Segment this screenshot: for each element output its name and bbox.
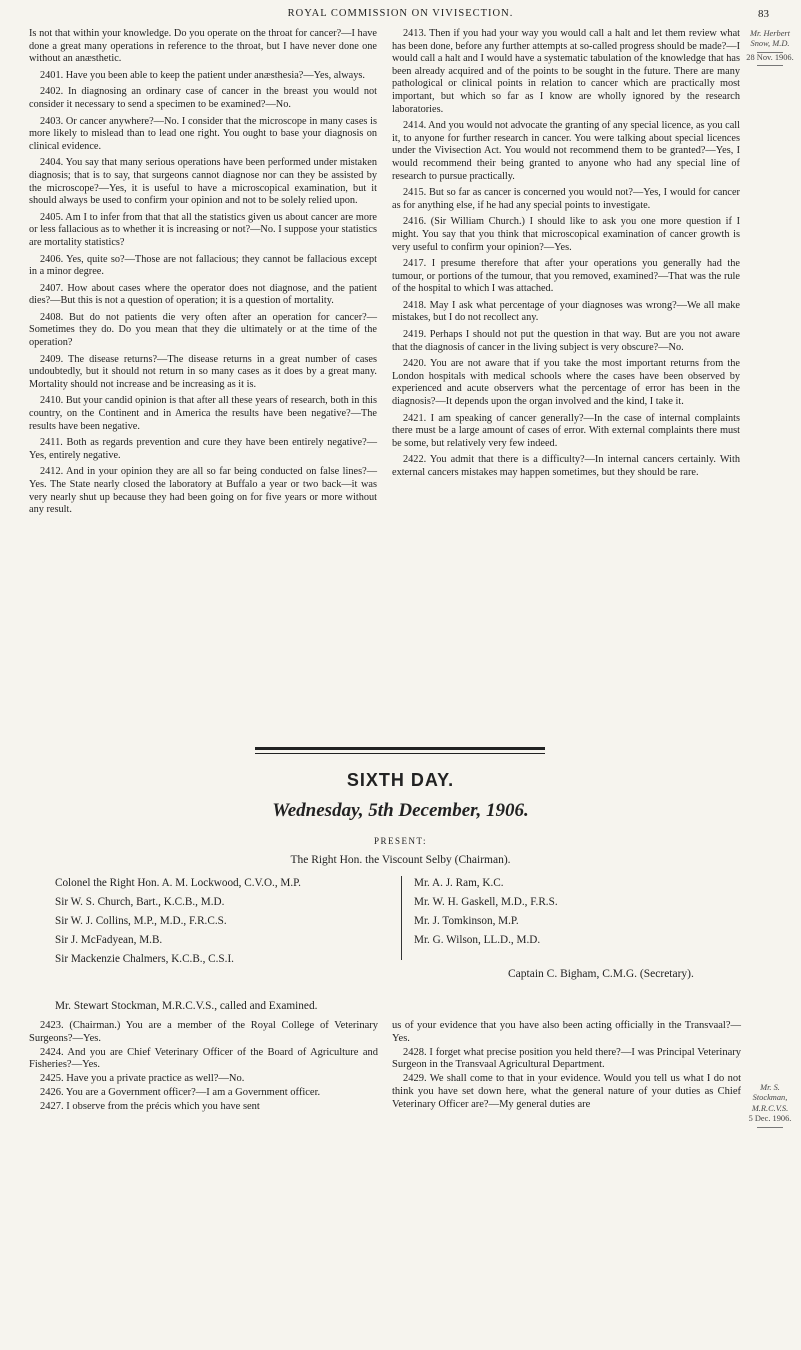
present-label: PRESENT: (373, 836, 428, 846)
chairman-line: The Right Hon. the Viscount Selby (Chairman). (290, 854, 511, 866)
paragraph: us of your evidence that you have also been acting officially in the Transvaal?—Yes. (392, 1020, 741, 1044)
margin-note-name: Mr. Herbert Snow, M.D. (749, 29, 790, 49)
paragraph: 2429. We shall come to that in your evidence. Would you tell us what I do not think you have set down here, what the general nature of your duties as Chief Veterinary Officer are?—My general duties are (392, 1073, 741, 1110)
paragraph: 2421. I am speaking of cancer generally?—In the case of internal complaints there must be a large amount of cases of error. With external complaints there must be some, but relatively very few indeed. (392, 412, 740, 449)
member: Sir Mackenzie Chalmers, K.C.B., C.S.I. (55, 953, 234, 965)
paragraph: 2427. I observe from the précis which you have sent (40, 1100, 260, 1112)
members-right (414, 874, 744, 950)
member: Mr. G. Wilson, LL.D., M.D. (414, 934, 541, 946)
left-column (29, 28, 377, 521)
members-divider (401, 876, 402, 960)
secretary-line: Captain C. Bigham, C.M.G. (Secretary). (508, 968, 694, 980)
page-number: 83 (758, 8, 769, 20)
paragraph: 2424. And you are Chief Veterinary Officer of the Board of Agriculture and Fisheries?—Yes. (29, 1046, 378, 1071)
examined-line: Mr. Stewart Stockman, M.R.C.V.S., called and Examined. (55, 1000, 318, 1012)
paragraph: 2411. Both as regards prevention and cure they have been entirely negative?—Yes, entirely negative. (29, 437, 377, 461)
margin-note-witness (742, 1083, 798, 1128)
margin-note-name: Mr. S. Stockman, M.R.C.V.S. (751, 1083, 789, 1113)
member: Sir W. S. Church, Bart., K.C.B., M.D. (55, 896, 225, 908)
paragraph: 2422. You admit that there is a difficulty?—In internal cancers certainly. With external cancers mistakes may happen sometimes, but they should be rare. (392, 454, 740, 478)
section-rule (255, 753, 545, 754)
paragraph: 2425. Have you a private practice as well?—No. (40, 1073, 245, 1085)
paragraph: 2426. You are a Government officer?—I am a Government officer. (40, 1086, 321, 1098)
member: Mr. A. J. Ram, K.C. (414, 877, 504, 889)
paragraph: 2414. And you would not advocate the granting of any special licence, as you call it, to anyone for further research in cancer. You were talking about special licences under the Vivisection Act. You would not recommend them to be granted?—Yes, I would recommend their being granted to anyone who had any special line of research to pursue practically. (392, 120, 740, 182)
section-rule (255, 747, 545, 750)
paragraph: 2420. You are not aware that if you take the most important returns from the London hospitals with medical schools where the cases have been observed by experienced and acute observers what the percentage of error has been in the diagnosis?—It depends upon the organ involved and the kind, I take it. (392, 358, 740, 408)
divider (757, 1127, 783, 1128)
date-line: Wednesday, 5th December, 1906. (272, 800, 529, 821)
paragraph: 2428. I forget what precise position you held there?—I was Principal Veterinary Surgeon in the Transvaal Agricultural Department. (392, 1046, 741, 1071)
paragraph: 2402. In diagnosing an ordinary case of cancer in the breast you would not consider it necessary to send a specimen to be examined?—No. (29, 86, 377, 110)
paragraph: 2415. But so far as cancer is concerned you would not?—Yes, I would for cancer as for anything else, if he had any special points to investigate. (392, 187, 740, 211)
paragraph: 2417. I presume therefore that after your operations you generally had the tumour, or portions of the tumour, that you removed, examined?—That was the rule of the hospital to which I was attached. (392, 258, 740, 295)
paragraph: 2409. The disease returns?—The disease returns in a great number of cases undoubtedly, but it should not return in so many cases as it does by a great many. Mortality should not increase and be increasing as it is. (29, 353, 377, 390)
paragraph: 2410. But your candid opinion is that after all these years of research, both in this country, on the Continent and in America the results have been negative?—The results have been negative. (29, 395, 377, 432)
paragraph: 2418. May I ask what percentage of your diagnoses was wrong?—We all make mistakes, but I do not recollect any. (392, 299, 740, 324)
member: Sir J. McFadyean, M.B. (55, 934, 163, 946)
right-column (392, 28, 740, 484)
lower-right-column (392, 1020, 741, 1113)
member: Colonel the Right Hon. A. M. Lockwood, C.V.O., M.P. (55, 877, 301, 889)
lower-left-column (29, 1020, 378, 1115)
paragraph: 2408. But do not patients die very often after an operation for cancer?—Sometimes they do. Do you mean that they die ultimately or at the time of the operation? (29, 311, 377, 349)
paragraph: Is not that within your knowledge. Do you operate on the throat for cancer?—I have done a great many operations in reference to the throat, but I have never done one without an anæsthetic. (29, 28, 377, 65)
paragraph: 2404. You say that many serious operations have been performed under mistaken diagnosis; that is to say, that surgeons cannot diagnose nor can they be assisted by the microscope?—Yes, it is useful to have a microscopical examination, but it should always be used to confirm your opinion and not to be solely relied upon. (29, 157, 377, 207)
paragraph: 2419. Perhaps I should not put the question in that way. But are you not aware that the diagnosis of cancer in the living subject is very obscure?—No. (392, 329, 740, 353)
members-left (55, 874, 385, 969)
paragraph: 2416. (Sir William Church.) I should like to ask you one more question if I might. You say that you think that microscopical examination of cancer growth is very useful to confirm your opinion?—Yes. (392, 216, 740, 253)
running-title: ROYAL COMMISSION ON VIVISECTION. (287, 8, 514, 19)
paragraph: 2406. Yes, quite so?—Those are not fallacious; they cannot be fallacious except in a minor degree. (29, 253, 377, 278)
paragraph: 2412. And in your opinion they are all so far being conducted on false lines?—Yes. The State nearly closed the laboratory at Buffalo a year or two back—it was very nearly shut up because they had been going on for five years or more without any result. (29, 466, 377, 516)
paragraph: 2407. How about cases where the operator does not diagnose, and the patient dies?—But this is not a question of operation; it is a question of mortality. (29, 282, 377, 307)
member: Mr. J. Tomkinson, M.P. (414, 915, 519, 927)
divider (757, 65, 783, 66)
paragraph: 2423. (Chairman.) You are a member of the Royal College of Veterinary Surgeons?—Yes. (29, 1020, 378, 1044)
paragraph: 2413. Then if you had your way you would call a halt and let them review what has been done, before any further attempts at so-called progress should be made?—I would call a halt and I would have a systematic tabulation of the knowledge that has been already acquired and of the points to be sought in the future. There are many pathological or clinical points in relation to cancer which are practically most important, but which so far as I know are wholly ignored by the research laboratories. (392, 28, 740, 115)
member: Sir W. J. Collins, M.P., M.D., F.R.C.S. (55, 915, 227, 927)
paragraph: 2401. Have you been able to keep the patient under anæsthesia?—Yes, always. (40, 69, 365, 81)
margin-note-witness (742, 29, 798, 66)
paragraph: 2405. Am I to infer from that that all the statistics given us about cancer are more or less fallacious as to whether it is increasing or not?—No. I suppose your statistics are mortality statistics? (29, 211, 377, 248)
paragraph: 2403. Or cancer anywhere?—No. I consider that the microscope in many cases is more likely to mislead than to lead one right. You ought to base your diagnosis on clinical evidence. (29, 115, 377, 152)
member: Mr. W. H. Gaskell, M.D., F.R.S. (414, 896, 558, 908)
margin-note-date: 28 Nov. 1906. (746, 52, 794, 62)
margin-note-date: 5 Dec. 1906. (748, 1114, 792, 1124)
day-title: SIXTH DAY. (346, 770, 455, 790)
